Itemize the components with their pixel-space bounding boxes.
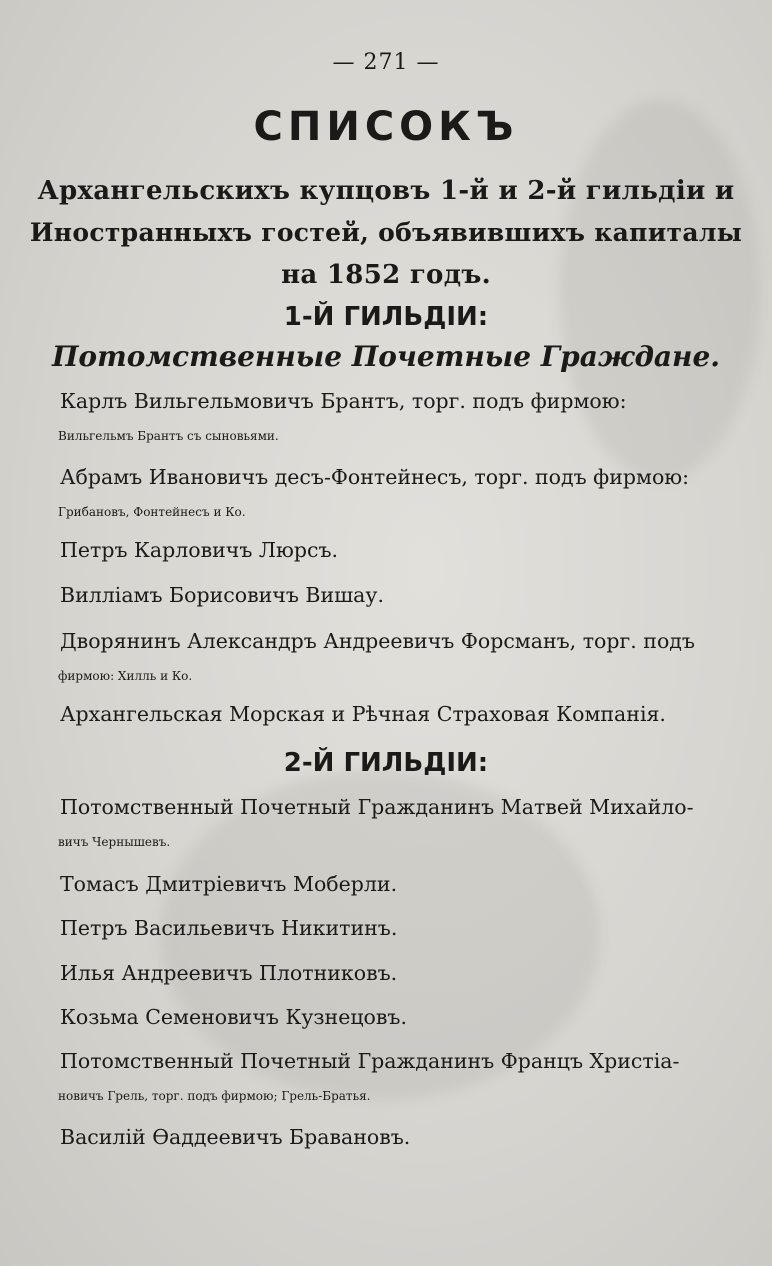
entry-line: Потомственный Почетный Гражданинъ Матвей Михайло-	[60, 795, 694, 819]
subtitle-line: Архангельскихъ купцовъ 1-й и 2-й гильдіи и	[37, 176, 735, 206]
page-subtitle	[28, 170, 744, 296]
entry-line: фирмою: Хилль и Ко.	[58, 669, 193, 683]
guild1-entry	[60, 697, 700, 732]
entry-line: Козьма Семеновичъ Кузнецовъ.	[60, 1005, 407, 1029]
entry-line: Абрамъ Ивановичъ десъ-Фонтейнесъ, торг. подъ фирмою:	[60, 465, 690, 489]
guild2-heading: 2-Й ГИЛЬДІИ:	[283, 748, 489, 778]
page-title: СПИСОКЪ	[253, 104, 519, 150]
entry-line: Потомственный Почетный Гражданинъ Францъ Христіа-	[60, 1049, 680, 1073]
guild1-entry	[60, 624, 700, 694]
guild2-entry	[60, 867, 700, 902]
entry-line: Дворянинъ Александръ Андреевичъ Форсманъ, торг. подъ	[60, 629, 695, 653]
subtitle-line: Иностранныхъ гостей, объявившихъ капиталы	[29, 218, 743, 247]
page-number: — 271 —	[332, 50, 440, 75]
entry-line: Вильгельмъ Брантъ съ сыновьями.	[58, 429, 279, 443]
guild2-entry	[60, 911, 700, 946]
subtitle-line: на 1852 годъ.	[281, 260, 491, 290]
guild2-entry	[60, 1044, 700, 1114]
entry-line: вичъ Чернышевъ.	[58, 835, 171, 849]
entry-line: Томасъ Дмитріевичъ Моберли.	[60, 872, 398, 896]
entry-line: новичъ Грель, торг. подъ фирмою; Грель-Братья.	[58, 1089, 371, 1103]
entry-line: Архангельская Морская и Рѣчная Страховая Компанія.	[60, 702, 666, 726]
entry-line: Василій Ѳаддеевичъ Бравановъ.	[60, 1125, 411, 1149]
entry-line: Вилліамъ Борисовичъ Вишау.	[60, 583, 384, 607]
guild1-entry	[60, 533, 700, 568]
guild2-entry	[60, 790, 700, 860]
guild1-heading: 1-Й ГИЛЬДІИ:	[283, 302, 489, 332]
guild1-entry	[60, 460, 700, 530]
guild1-entry	[60, 384, 700, 454]
entry-line: Грибановъ, Фонтейнесъ и Ко.	[58, 505, 246, 519]
entry-line: Петръ Карловичъ Люрсъ.	[60, 538, 339, 562]
entry-line: Карлъ Вильгельмовичъ Брантъ, торг. подъ фирмою:	[60, 389, 627, 413]
entry-line: Петръ Васильевичъ Никитинъ.	[60, 916, 398, 940]
guild2-entry	[60, 1120, 700, 1155]
guild2-entry	[60, 1000, 700, 1035]
guild1-subheading: Потомственные Почетные Граждане.	[51, 340, 721, 373]
guild1-entry	[60, 578, 700, 613]
guild2-entry	[60, 956, 700, 991]
entry-line: Илья Андреевичъ Плотниковъ.	[60, 961, 398, 985]
